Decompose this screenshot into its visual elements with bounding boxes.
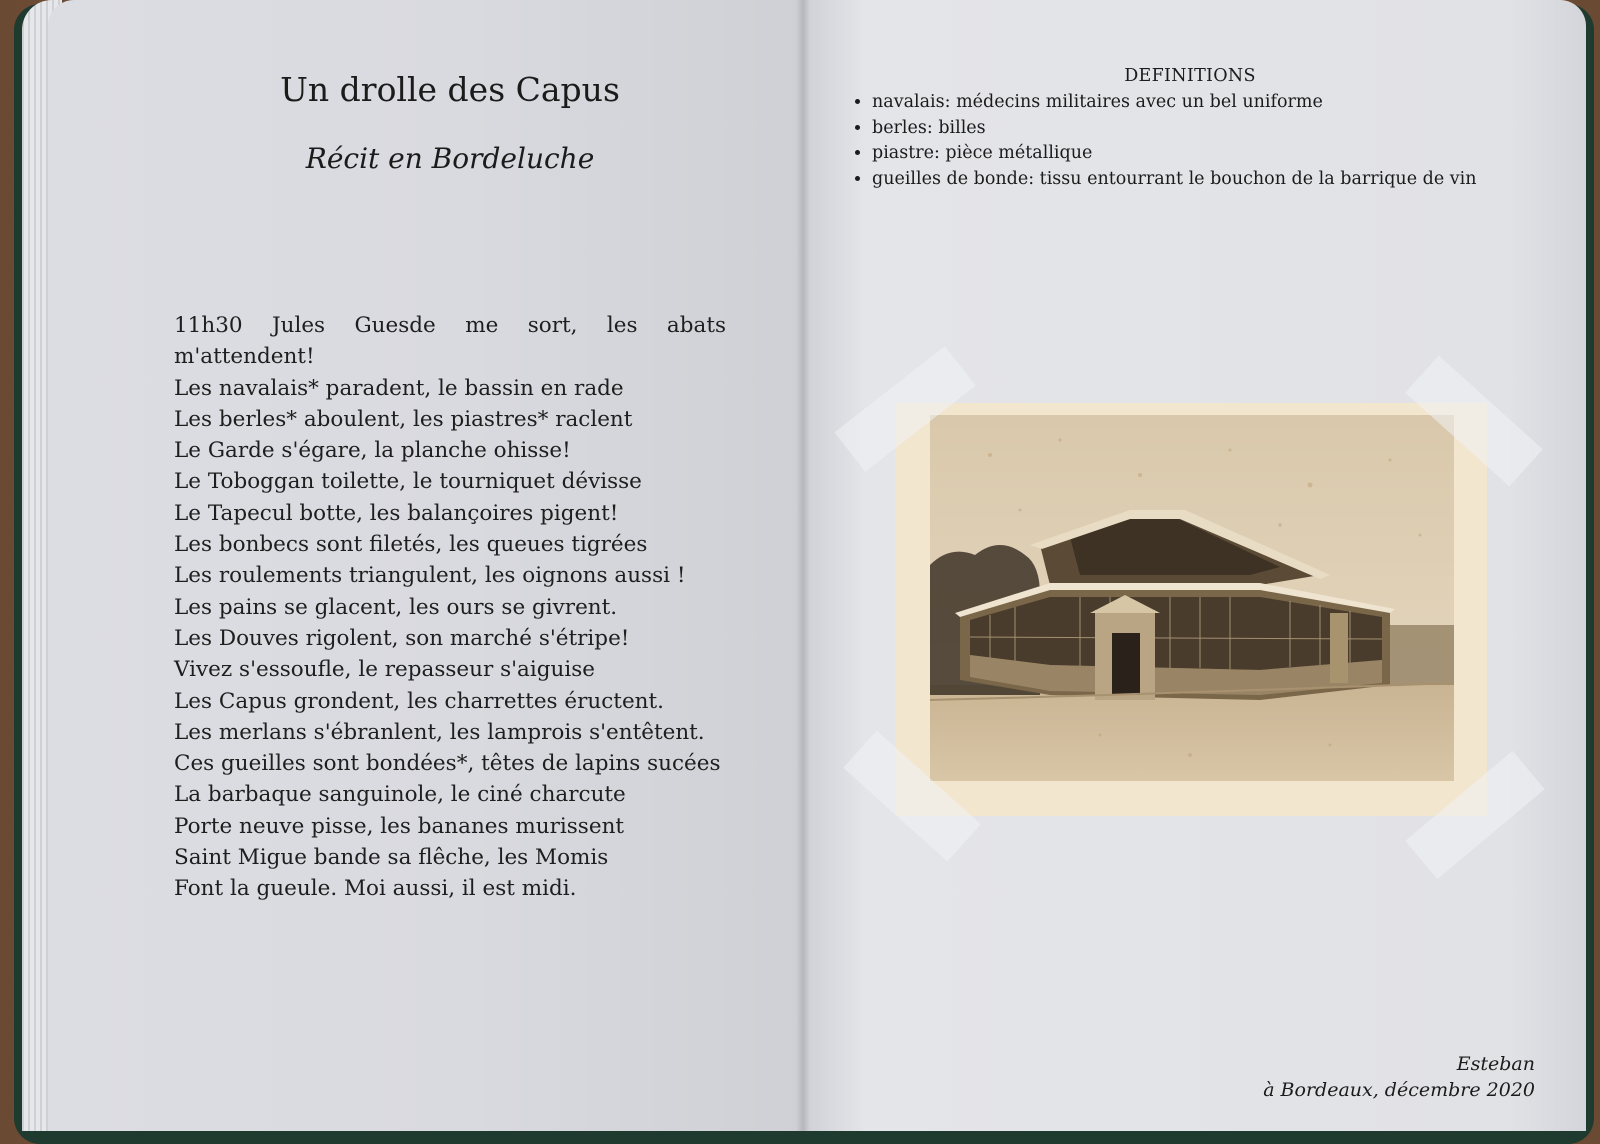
poem-line: Les pains se glacent, les ours se givrent.	[174, 594, 618, 620]
poem-line: Porte neuve pisse, les bananes murissent	[174, 813, 625, 839]
definitions-list	[852, 90, 1477, 192]
signature	[1263, 1052, 1535, 1103]
definitions-heading: DEFINITIONS	[1124, 66, 1256, 86]
poem-line: Font la gueule. Moi aussi, il est midi.	[174, 876, 577, 902]
poem-line: Les merlans s'ébranlent, les lamprois s'entêtent.	[174, 719, 705, 745]
poem-line: Les bonbecs sont filetés, les queues tigrées	[174, 532, 648, 558]
poem-body	[174, 310, 726, 905]
poem-line: Le Garde s'égare, la planche ohisse!	[174, 438, 571, 464]
poem-line: Les roulements triangulent, les oignons aussi !	[174, 563, 686, 589]
poem-title: Un drolle des Capus	[280, 70, 620, 109]
poem-line: La barbaque sanguinole, le ciné charcute	[174, 782, 626, 808]
poem-line: Les navalais* paradent, le bassin en rade	[174, 375, 624, 401]
poem-line: 11h30 Jules Guesde me sort, les abats m'attendent!	[174, 313, 726, 370]
definition-item: • berles: billes	[872, 116, 1477, 142]
notebook-spine	[796, 0, 810, 1131]
definition-item: • piastre: pièce métallique	[872, 141, 1477, 167]
market-hall-illustration	[930, 415, 1454, 781]
definition-item: • navalais: médecins militaires avec un bel uniforme	[872, 90, 1477, 116]
market-hall-photo	[930, 415, 1454, 781]
poem-line: Les Capus grondent, les charrettes éructent.	[174, 688, 664, 714]
poem-line: Les Douves rigolent, son marché s'étripe!	[174, 625, 630, 651]
poem-line: Saint Migue bande sa flêche, les Momis	[174, 845, 609, 871]
definition-item: • gueilles de bonde: tissu entourrant le bouchon de la barrique de vin	[872, 167, 1477, 193]
signature-name: Esteban	[1456, 1053, 1535, 1075]
poem-line: Le Tapecul botte, les balançoires pigent!	[174, 500, 619, 526]
poem-line: Vivez s'essoufle, le repasseur s'aiguise	[174, 657, 595, 683]
signature-place-date: à Bordeaux, décembre 2020	[1263, 1078, 1535, 1101]
poem-line: Ces gueilles sont bondées*, têtes de lapins sucées	[174, 751, 721, 777]
poem-subtitle: Récit en Bordeluche	[305, 142, 595, 175]
poem-line: Les berles* aboulent, les piastres* raclent	[174, 406, 633, 432]
poem-line: Le Toboggan toilette, le tourniquet dévisse	[174, 469, 642, 495]
